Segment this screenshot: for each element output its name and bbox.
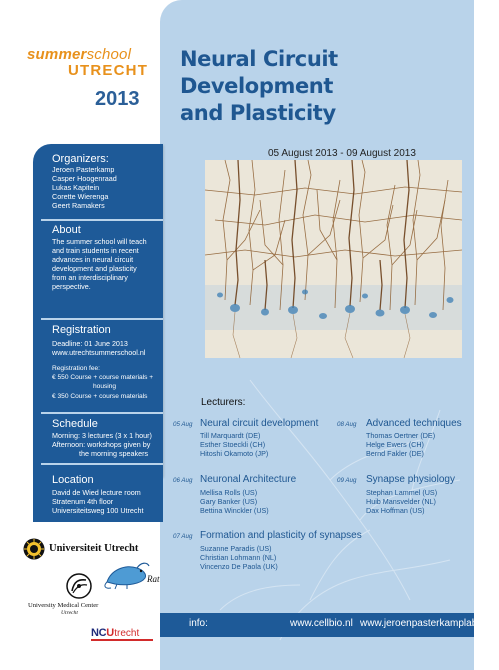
title-line-1: Neural Circuit Development — [180, 47, 338, 98]
session-topic: Neural circuit development — [200, 418, 319, 429]
session-topic: Synapse physiology — [366, 474, 455, 485]
rat-mascot-logo — [103, 556, 165, 590]
speaker-name: Huib Mansvelder (NL) — [366, 497, 436, 506]
organizer-item: Lukas Kapitein — [52, 183, 100, 192]
schedule-title: Schedule — [52, 418, 98, 430]
section-divider — [41, 219, 163, 221]
location-line: Universiteitsweg 100 Utrecht — [52, 506, 144, 515]
section-divider — [41, 412, 163, 414]
registration-fee-line: housing — [93, 383, 117, 390]
about-line: development and plasticity — [52, 264, 137, 273]
registration-url: www.utrechtsummerschool.nl — [52, 348, 146, 357]
about-line: from an interdisciplinary — [52, 273, 128, 282]
speaker-name: Christian Lohmann (NL) — [200, 553, 277, 562]
speaker-name: Stephan Lammel (US) — [366, 488, 438, 497]
neuron-image-drawing — [205, 160, 462, 358]
summer-school-logo — [27, 46, 131, 63]
registration-title: Registration — [52, 324, 111, 336]
session-topic: Neuronal Architecture — [200, 474, 297, 485]
logo-school-word: school — [86, 46, 132, 63]
registration-fee-line: € 550 Course + course materials + — [52, 374, 154, 381]
speaker-name: Mellisa Rolls (US) — [200, 488, 258, 497]
section-divider — [41, 318, 163, 320]
organizer-item: Geert Ramakers — [52, 201, 105, 210]
sun-seal-icon — [23, 538, 45, 560]
speaker-name: Bernd Fakler (DE) — [366, 449, 424, 458]
speaker-name: Esther Stoeckli (CH) — [200, 440, 266, 449]
session-date: 09 Aug — [337, 477, 357, 484]
organizers-title: Organizers: — [52, 153, 109, 165]
about-line: advances in neural circuit — [52, 255, 134, 264]
location-line: Stratenum 4th floor — [52, 497, 114, 506]
footer-link-lab[interactable]: www.jeroenpasterkamplab.com — [360, 618, 499, 629]
poster-title — [180, 46, 465, 127]
registration-deadline: Deadline: 01 June 2013 — [52, 339, 128, 348]
speaker-name: Vincenzo De Paola (UK) — [200, 562, 278, 571]
about-title: About — [52, 224, 81, 236]
session-topic: Advanced techniques — [366, 418, 462, 429]
title-line-2: and Plasticity — [180, 101, 336, 125]
ncu-trecht: trecht — [114, 628, 140, 639]
umc-name: University Medical Center — [28, 602, 99, 609]
ncu-wordmark — [91, 627, 139, 639]
location-title: Location — [52, 474, 94, 486]
logo-summer-word: summer — [27, 46, 87, 63]
info-sidebar — [33, 144, 163, 477]
rat-icon — [103, 556, 165, 590]
neuron-microscopy-image — [205, 160, 462, 358]
speaker-name: Dax Hoffman (US) — [366, 506, 425, 515]
speaker-name: Suzanne Paradis (US) — [200, 544, 272, 553]
session-date: 08 Aug — [337, 421, 357, 428]
year: 2013 — [95, 88, 140, 110]
ncu-letters: NC — [91, 627, 107, 639]
session-date: 07 Aug — [173, 533, 193, 540]
ncu-utrecht-logo — [89, 627, 159, 641]
speaker-name: Thomas Oertner (DE) — [366, 431, 436, 440]
session-date: 06 Aug — [173, 477, 193, 484]
lecturers-heading: Lecturers: — [201, 397, 246, 408]
speaker-name: Bettina Winckler (US) — [200, 506, 269, 515]
organizer-item: Corette Wierenga — [52, 192, 109, 201]
session-date: 05 Aug — [173, 421, 193, 428]
schedule-line: Afternoon: workshops given by — [52, 440, 151, 449]
registration-fee-title: Registration fee: — [52, 365, 101, 372]
location-line: David de Wied lecture room — [52, 488, 141, 497]
speaker-name: Gary Banker (US) — [200, 497, 258, 506]
about-line: perspective. — [52, 282, 91, 291]
about-line: and train students in recent — [52, 246, 139, 255]
organizer-item: Jeroen Pasterkamp — [52, 165, 115, 174]
umc-utrecht-logo — [28, 572, 113, 618]
umc-emblem-icon — [65, 572, 93, 600]
session-topic: Formation and plasticity of synapses — [200, 530, 362, 541]
location-block — [33, 470, 163, 522]
organizer-item: Casper Hoogenraad — [52, 174, 117, 183]
ncu-u-letter: U — [106, 627, 115, 639]
schedule-line: Morning: 3 lectures (3 x 1 hour) — [52, 431, 152, 440]
logo-city: UTRECHT — [68, 62, 149, 79]
section-divider — [41, 463, 163, 465]
speaker-name: Till Marquardt (DE) — [200, 431, 261, 440]
ncu-underline — [91, 639, 153, 641]
footer-link-cellbio[interactable]: www.cellbio.nl — [290, 618, 353, 629]
speaker-name: Hitoshi Okamoto (JP) — [200, 449, 269, 458]
umc-city: Utrecht — [61, 610, 78, 616]
schedule-line: the morning speakers — [79, 449, 149, 458]
uu-name: Universiteit Utrecht — [49, 543, 139, 554]
event-dates: 05 August 2013 - 09 August 2013 — [268, 148, 416, 159]
speaker-name: Helge Ewers (CH) — [366, 440, 424, 449]
footer-bar — [160, 613, 499, 637]
footer-info-label: info: — [189, 618, 208, 629]
rat-text: Rat — [147, 574, 160, 584]
registration-fee-line: € 350 Course + course materials — [52, 393, 148, 400]
about-line: The summer school will teach — [52, 237, 147, 246]
